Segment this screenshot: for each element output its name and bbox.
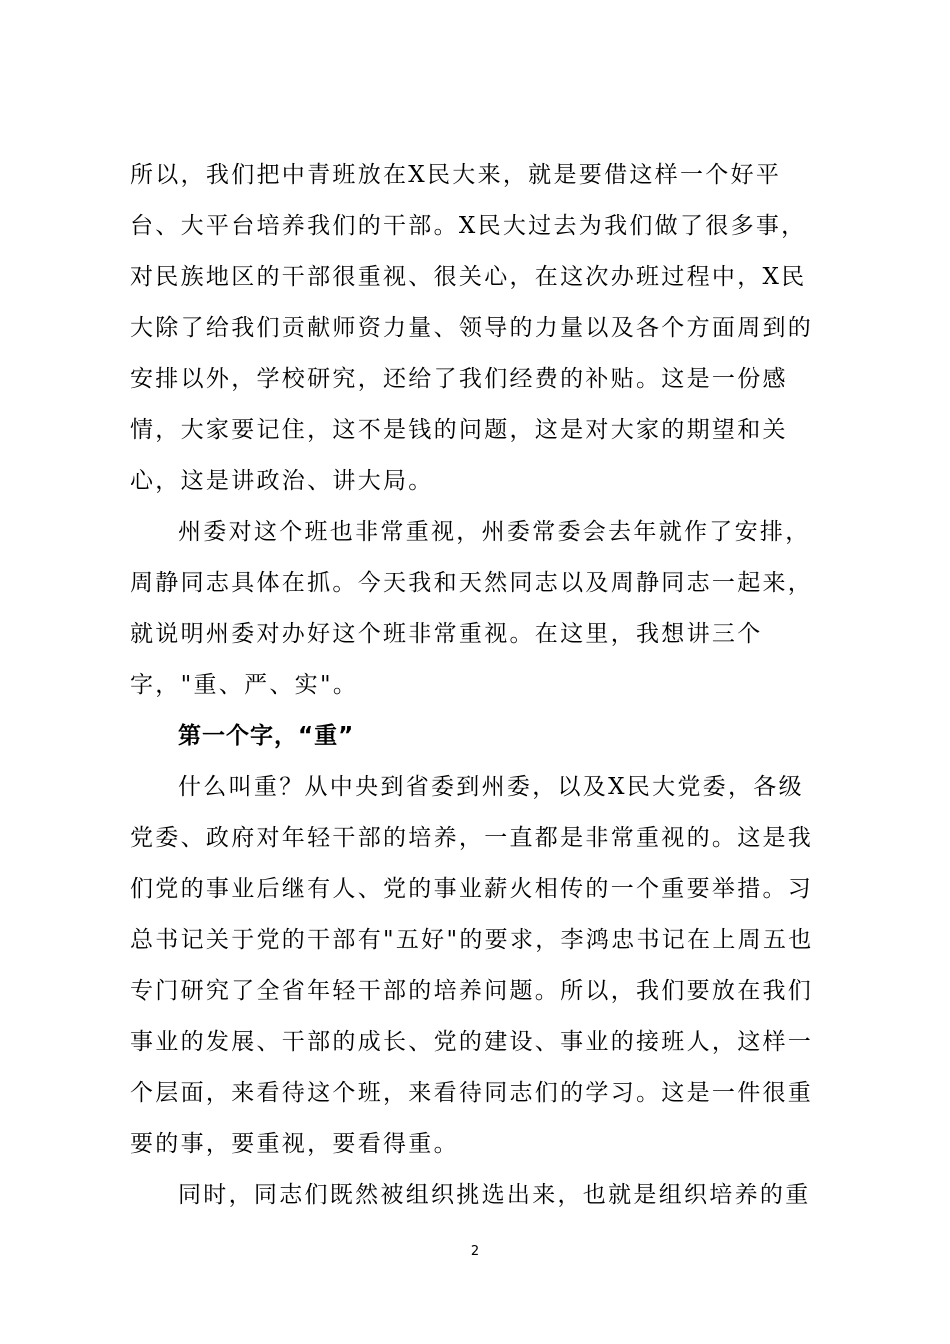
text-line: 同时，同志们既然被组织挑选出来，也就是组织培养的重 (178, 1182, 811, 1208)
text-line: 对民族地区的干部很重视、很关心，在这次办班过程中，X民 (130, 264, 807, 290)
text-line: 什么叫重？从中央到省委到州委，以及X民大党委，各级 (178, 774, 804, 800)
text-line: 州委对这个班也非常重视，州委常委会去年就作了安排， (178, 519, 811, 545)
page-number: 2 (470, 1244, 480, 1259)
text-line: 台、大平台培养我们的干部。X民大过去为我们做了很多事， (130, 213, 807, 239)
text-line: 字，"重、严、实"。 (130, 672, 359, 698)
text-line: 专门研究了全省年轻干部的培养问题。所以，我们要放在我们 (130, 978, 814, 1004)
text-line: 大除了给我们贡献师资力量、领导的力量以及各个方面周到的 (130, 315, 814, 341)
text-line: 总书记关于党的干部有"五好"的要求，李鸿忠书记在上周五也 (130, 927, 814, 953)
paragraph-2 (130, 507, 822, 711)
text-line: 个层面，来看待这个班，来看待同志们的学习。这是一件很重 (130, 1080, 814, 1106)
text-line: 心，这是讲政治、讲大局。 (130, 468, 434, 494)
text-line: 情，大家要记住，这不是钱的问题，这是对大家的期望和关 (130, 417, 788, 443)
document-body (130, 150, 822, 1221)
section-heading: 第一个字，“重” (178, 723, 355, 749)
text-line: 党委、政府对年轻干部的培养，一直都是非常重视的。这是我 (130, 825, 814, 851)
text-line: 所以，我们把中青班放在X民大来，就是要借这样一个好平 (130, 162, 782, 188)
text-line: 们党的事业后继有人、党的事业薪火相传的一个重要举措。习 (130, 876, 814, 902)
text-line: 要的事，要重视，要看得重。 (130, 1131, 459, 1157)
paragraph-3 (130, 762, 822, 1170)
text-line: 事业的发展、干部的成长、党的建设、事业的接班人，这样一 (130, 1029, 814, 1055)
paragraph-4 (130, 1170, 822, 1221)
text-line: 安排以外，学校研究，还给了我们经费的补贴。这是一份感 (130, 366, 788, 392)
paragraph-1 (130, 150, 822, 507)
text-line: 就说明州委对办好这个班非常重视。在这里，我想讲三个 (130, 621, 763, 647)
text-line: 周静同志具体在抓。今天我和天然同志以及周静同志一起来， (130, 570, 814, 596)
